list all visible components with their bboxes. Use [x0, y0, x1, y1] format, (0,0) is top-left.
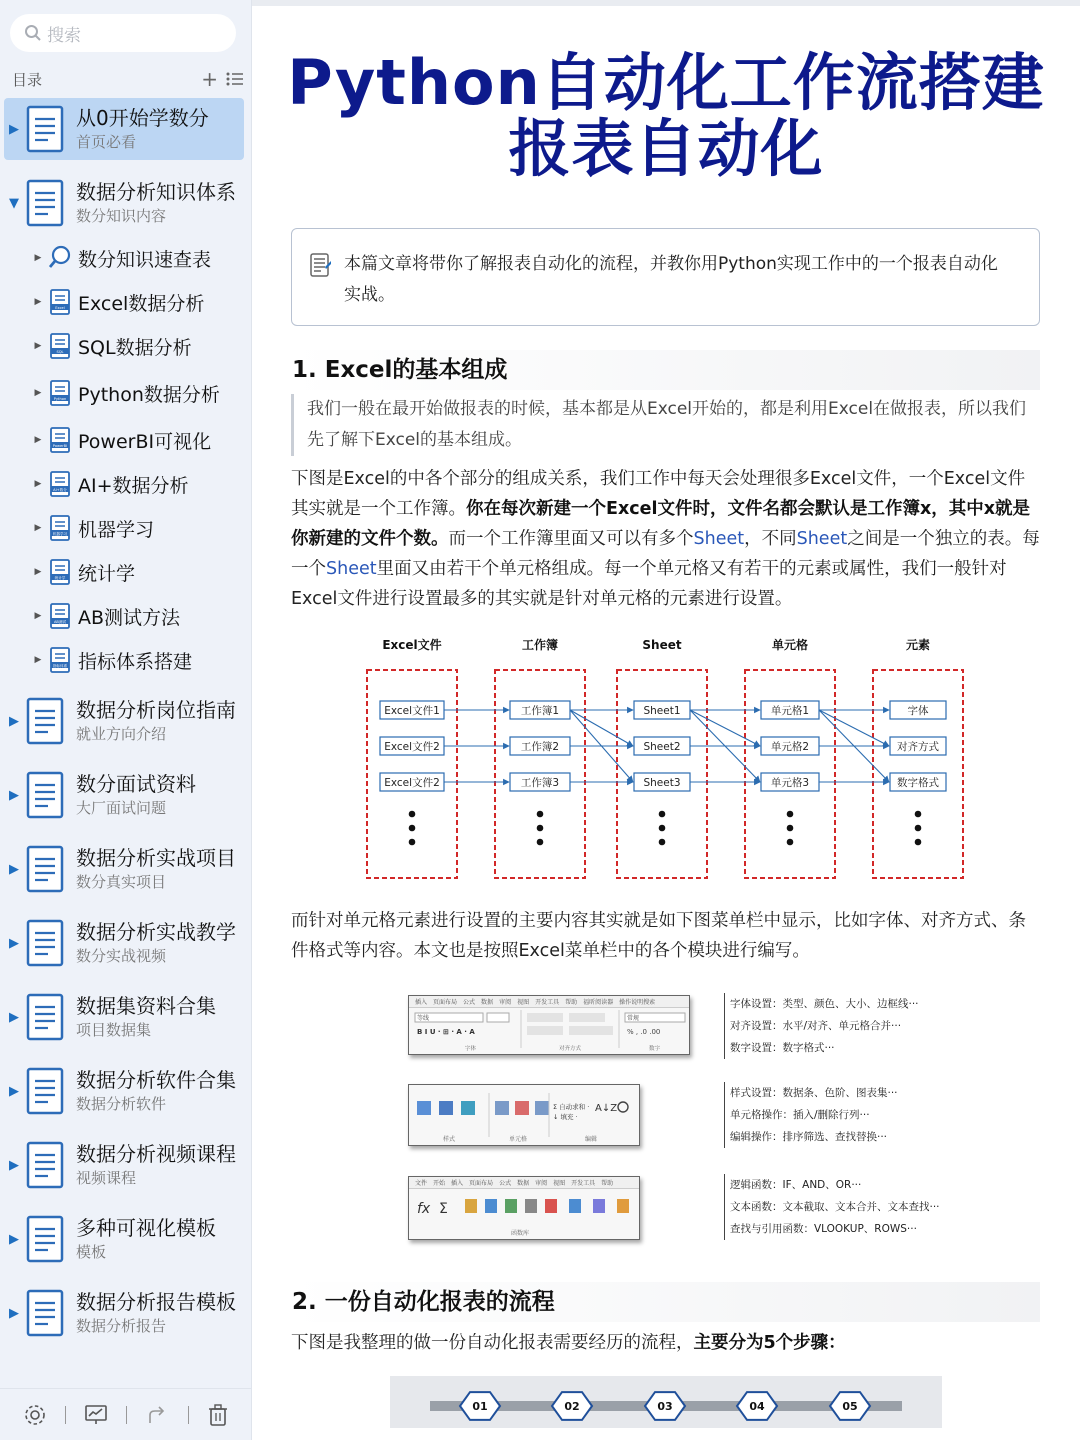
toc-item-title: 数据分析视频课程 — [76, 1142, 236, 1166]
toc-item-title: 统计学 — [78, 562, 136, 585]
toc-item-text — [78, 380, 220, 407]
icon-tag-label: PowerBI — [52, 444, 68, 448]
presentation-icon[interactable] — [84, 1403, 108, 1427]
document-icon — [24, 918, 68, 968]
para-text: 里面又由若干个单元格组成。每一个单元格又有若干的元素或属性，我们一般针对Excel文件进行设置最多的其实就是针对单元格的元素进行设置。 — [291, 559, 1007, 609]
sheet-term: Sheet — [326, 559, 377, 579]
search-placeholder: 搜索 — [47, 25, 81, 46]
toc-item-ml[interactable] — [4, 508, 244, 548]
expand-right-icon[interactable]: ▶ — [34, 388, 42, 398]
divider — [126, 1406, 127, 1424]
sheet-term: Sheet — [693, 529, 745, 549]
toc-header — [12, 68, 244, 90]
document-icon — [24, 992, 68, 1042]
diagram-arrow — [690, 710, 760, 746]
ellipsis-dot — [787, 825, 794, 832]
toc-item-metrics[interactable] — [4, 640, 244, 680]
ribbon-tab: 审阅 — [535, 1180, 548, 1187]
toc-item-excel[interactable] — [4, 284, 244, 320]
paragraph-excel-structure — [291, 464, 1040, 614]
step-number: 05 — [842, 1400, 858, 1413]
svg-text:Σ 自动求和 ·: Σ 自动求和 · — [553, 1103, 590, 1111]
excel-structure-diagram — [360, 630, 970, 890]
document-icon — [24, 1288, 68, 1338]
ribbon-tab: 操作说明搜索 — [619, 999, 656, 1006]
step-number: 04 — [749, 1400, 765, 1413]
ribbon-group-label: 编辑 — [585, 1136, 598, 1143]
diagram-node-label: 单元格2 — [770, 741, 810, 753]
document-icon — [24, 844, 68, 894]
document-icon — [24, 1140, 68, 1190]
toc-item-career[interactable] — [4, 690, 244, 752]
ellipsis-dot — [659, 811, 666, 818]
trash-icon[interactable] — [207, 1403, 229, 1427]
para-text: 而一个工作簿里面又可以有多个 — [448, 529, 694, 549]
ellipsis-dot — [659, 825, 666, 832]
toc-item-title: 数据分析实战教学 — [76, 920, 236, 944]
ellipsis-dot — [915, 825, 922, 832]
step-number: 01 — [472, 1400, 488, 1413]
toc-item-subtitle: 视频课程 — [76, 1169, 137, 1187]
ribbon-tab: 插入 — [415, 999, 428, 1006]
annotation-line: 数字设置：数字格式··· — [730, 1042, 835, 1054]
toc-item-title: Python数据分析 — [78, 383, 220, 406]
toc-item-text — [76, 1215, 216, 1263]
expand-right-icon[interactable]: ▶ — [9, 1305, 19, 1321]
expand-right-icon[interactable]: ▶ — [34, 435, 42, 445]
expand-right-icon[interactable]: ▶ — [9, 1083, 19, 1099]
svg-text:fx: fx — [417, 1201, 431, 1217]
annotation-line: 对齐设置：水平/对齐、单元格合并··· — [730, 1020, 902, 1032]
annotation-line: 字体设置：类型、颜色、大小、边框线··· — [730, 998, 919, 1010]
para-text: 下图是我整理的做一份自动化报表需要经历的流程， — [291, 1333, 694, 1353]
ribbon-group-label: 数字 — [649, 1046, 661, 1052]
annotation-line: 逻辑函数：IF、AND、OR··· — [730, 1179, 862, 1191]
expand-right-icon[interactable]: ▶ — [9, 787, 19, 803]
diagram-node-label: Excel文件1 — [384, 705, 440, 717]
intro-text: 本篇文章将带你了解报表自动化的流程，并教你用Python实现工作中的一个报表自动化实战。 — [344, 254, 998, 305]
toc-item-projects[interactable] — [4, 838, 244, 900]
ribbon-tab: 公式 — [499, 1180, 512, 1187]
magnifier-icon — [48, 245, 72, 271]
toc-item-ai[interactable] — [4, 464, 244, 504]
search-icon — [24, 24, 42, 42]
ribbon-tabs — [409, 996, 689, 1008]
memo-icon — [310, 253, 332, 277]
expand-right-icon[interactable]: ▶ — [34, 567, 42, 577]
expand-right-icon[interactable]: ▶ — [34, 523, 42, 533]
add-icon[interactable]: + — [201, 67, 218, 91]
diagram-node-label: 字体 — [907, 705, 929, 717]
toc-item-text — [76, 105, 209, 153]
ribbon-tab: 视图 — [553, 1180, 566, 1187]
step-number: 02 — [564, 1400, 580, 1413]
toc-item-text — [76, 1141, 236, 1189]
diagram-node-label: 单元格1 — [770, 705, 810, 717]
expand-right-icon[interactable]: ▶ — [9, 121, 19, 137]
toc-item-text — [78, 471, 189, 498]
toc-item-title: 数分面试资料 — [76, 772, 196, 796]
document-icon — [24, 178, 68, 228]
ellipsis-dot — [787, 811, 794, 818]
tagged-document-icon — [48, 559, 72, 585]
tagged-document-icon — [48, 515, 72, 541]
toc-item-text — [78, 289, 204, 316]
ribbon-group-label: 单元格 — [509, 1136, 528, 1143]
svg-text:B I U · ⊞ · A · A: B I U · ⊞ · A · A — [417, 1028, 475, 1036]
toc-item-text — [76, 993, 216, 1041]
ellipsis-dot — [537, 839, 544, 846]
para-bold: 你在每次新建一个Excel文件时，文件名都会默认是工作簿x，其中x就是你新建的文件个数。 — [291, 499, 1031, 549]
toc-item-report-templates[interactable] — [4, 1282, 244, 1344]
toc-item-subtitle: 项目数据集 — [76, 1021, 152, 1039]
ribbon-tab: 开发工具 — [571, 1180, 596, 1187]
expand-right-icon[interactable]: ▶ — [34, 479, 42, 489]
ribbon-tab: 帮助 — [601, 1180, 614, 1187]
icon-tag-label: 机器学习 — [52, 532, 68, 536]
para-text: ，不同 — [744, 529, 797, 549]
icon-tag-label: AB测试 — [53, 620, 67, 624]
toc-item-text — [78, 515, 154, 542]
toc-item-software[interactable] — [4, 1060, 244, 1122]
toc-item-title: Excel数据分析 — [78, 292, 205, 315]
title-line-2: 报表自动化 — [508, 112, 824, 185]
ribbon-annotation-1 — [724, 993, 919, 1059]
ellipsis-dot — [659, 839, 666, 846]
toc-item-text — [76, 845, 236, 893]
ribbon-group-label: 函数库 — [511, 1230, 530, 1237]
toc-item-datasets[interactable] — [4, 986, 244, 1048]
icon-tag-label: Excel — [55, 306, 65, 310]
toc-item-title: 指标体系搭建 — [78, 650, 193, 673]
ribbon-group-label: 对齐方式 — [559, 1046, 582, 1052]
ribbon-tab: 福昕阅读器 — [583, 999, 614, 1006]
toc-item-title: 数据分析知识体系 — [76, 180, 236, 204]
toc-item-title: 数据集资料合集 — [76, 994, 216, 1018]
blockquote: 我们一般在最开始做报表的时候，基本都是从Excel开始的，都是利用Excel在做报表，所以我们先了解下Excel的基本组成。 — [291, 394, 1040, 456]
ellipsis-dot — [787, 839, 794, 846]
para-text: 下图是Excel的中各个部分的组成关系，我们工作中每天会处理很多Excel文件，一个Excel文件其实就是一个工作簿。 — [291, 469, 1026, 519]
diagram-node-label: 工作簿2 — [520, 741, 560, 753]
toc-item-title: 数据分析软件合集 — [76, 1068, 236, 1092]
toc-item-title: 从0开始学数分 — [76, 106, 209, 130]
expand-right-icon[interactable]: ▶ — [34, 297, 42, 307]
intro-callout — [291, 228, 1040, 326]
paragraph-steps — [291, 1328, 1040, 1358]
ribbon-tab: 开始 — [433, 1180, 446, 1187]
toc-item-text — [78, 427, 211, 454]
toc-item-sql[interactable] — [4, 328, 244, 364]
toc-item-text — [76, 179, 236, 227]
ribbon-tabs — [409, 1177, 639, 1189]
toc-item-text — [76, 1289, 236, 1337]
expand-right-icon[interactable]: ▶ — [9, 1009, 19, 1025]
svg-text:A↓Z: A↓Z — [595, 1103, 618, 1114]
toc-item-title: 数分知识速查表 — [78, 248, 212, 271]
toc-item-subtitle: 数据分析软件 — [76, 1095, 167, 1113]
expand-right-icon[interactable]: ▶ — [9, 713, 19, 729]
ellipsis-dot — [409, 825, 416, 832]
ribbon-tab: 审阅 — [499, 999, 512, 1006]
expand-right-icon[interactable]: ▶ — [9, 1157, 19, 1173]
icon-tag-label: AI+数分 — [53, 488, 67, 492]
document-icon — [24, 1214, 68, 1264]
toc-label: 目录 — [12, 70, 43, 89]
divider — [188, 1406, 189, 1424]
expand-right-icon[interactable]: ▶ — [34, 341, 42, 351]
toc-item-abtest[interactable] — [4, 596, 244, 636]
ellipsis-dot — [915, 811, 922, 818]
ribbon-controls — [409, 1008, 690, 1055]
ribbon-group-label: 样式 — [443, 1136, 456, 1143]
diagram-column-header: 元素 — [905, 638, 931, 652]
svg-text:Σ: Σ — [439, 1201, 448, 1217]
ellipsis-dot — [537, 825, 544, 832]
annotation-line: 样式设置：数据条、色阶、图表集··· — [730, 1087, 898, 1099]
ribbon-tab: 插入 — [451, 1180, 464, 1187]
ribbon-controls — [409, 1085, 640, 1146]
tagged-document-icon — [48, 289, 72, 315]
toc-item-subtitle: 首页必看 — [76, 133, 137, 151]
toc-item-title: 数据分析岗位指南 — [76, 698, 236, 722]
toc-item-stats[interactable] — [4, 552, 244, 592]
share-icon[interactable] — [146, 1403, 170, 1427]
diagram-node-label: Sheet3 — [643, 777, 681, 789]
expand-down-icon[interactable]: ▼ — [9, 195, 19, 211]
ribbon-screenshot-formulas — [408, 1176, 640, 1240]
toc-item-title: 数据分析报告模板 — [76, 1290, 236, 1314]
top-scroll-edge — [252, 0, 1080, 6]
toc-item-subtitle: 模板 — [76, 1243, 107, 1261]
document-icon — [24, 696, 68, 746]
search-input[interactable] — [10, 14, 236, 52]
diagram-node-label: 工作簿3 — [520, 777, 560, 789]
icon-tag-label: Python — [53, 397, 67, 401]
diagram-node-label: 单元格3 — [770, 777, 810, 789]
toc-item-interview[interactable] — [4, 764, 244, 826]
section-heading-2: 2. 一份自动化报表的流程 — [290, 1282, 1040, 1322]
toc-item-subtitle: 数分知识内容 — [76, 207, 167, 225]
ribbon-annotation-3 — [724, 1174, 940, 1240]
toc-item-text — [78, 559, 135, 586]
toc-item-text — [78, 333, 192, 360]
title-line-1: Python自动化工作流搭建 — [287, 46, 1045, 119]
expand-right-icon[interactable]: ▶ — [34, 655, 42, 665]
toc-item-powerbi[interactable] — [4, 420, 244, 460]
svg-text:% , .0 .00: % , .0 .00 — [627, 1028, 661, 1036]
diagram-node-label: 工作簿1 — [520, 705, 560, 717]
ribbon-tab: 页面布局 — [433, 999, 458, 1006]
tagged-document-icon — [48, 333, 72, 359]
expand-right-icon[interactable]: ▶ — [9, 935, 19, 951]
process-steps-graphic — [390, 1376, 942, 1428]
ribbon-tab: 文件 — [415, 1180, 428, 1187]
ribbon-tab: 页面布局 — [469, 1180, 494, 1187]
para-bold: 主要分为5个步骤： — [693, 1333, 846, 1353]
paragraph-menu: 而针对单元格元素进行设置的主要内容其实就是如下图菜单栏中显示，比如字体、对齐方式、条件格式等内容。本文也是按照Excel菜单栏中的各个模块进行编写。 — [291, 911, 1026, 961]
ellipsis-dot — [537, 811, 544, 818]
tagged-document-icon — [48, 471, 72, 497]
expand-right-icon[interactable]: ▶ — [9, 861, 19, 877]
icon-tag-label: 指标体系 — [52, 664, 68, 668]
ellipsis-dot — [915, 839, 922, 846]
toc-item-title: SQL数据分析 — [78, 336, 192, 359]
toc-item-python[interactable] — [4, 373, 244, 413]
diagram-node-label: 对齐方式 — [897, 741, 939, 753]
toc-item-title: 数据分析实战项目 — [76, 846, 236, 870]
list-settings-icon[interactable] — [226, 72, 244, 86]
toc-item-title: 机器学习 — [78, 518, 155, 541]
svg-text:等线: 等线 — [417, 1015, 430, 1022]
toc-item-videos[interactable] — [4, 1134, 244, 1196]
sidebar-toolbar — [0, 1388, 252, 1440]
toc-item-subtitle: 数据分析报告 — [76, 1317, 167, 1335]
divider — [65, 1406, 66, 1424]
diagram-column-header: Sheet — [642, 638, 682, 652]
toc-item-subtitle: 大厂面试问题 — [76, 799, 167, 817]
diagram-node-label: Sheet2 — [643, 741, 681, 753]
ellipsis-dot — [409, 811, 416, 818]
annotation-line: 编辑操作：排序筛选、查找替换··· — [730, 1131, 888, 1143]
ribbon-screenshot-style — [408, 1084, 640, 1146]
toc-item-subtitle: 数分实战视频 — [76, 947, 167, 965]
document-icon — [24, 104, 68, 154]
toc-item-start[interactable] — [4, 98, 244, 160]
ribbon-screenshot-font — [408, 995, 690, 1055]
diagram-arrow — [819, 710, 889, 746]
toc-item-text — [78, 245, 211, 272]
diagram-node-label: Excel文件2 — [384, 741, 440, 753]
toc-item-text — [76, 919, 236, 967]
toc-item-text — [78, 647, 192, 674]
toc-item-subtitle: 数分真实项目 — [76, 873, 167, 891]
toc-item-title: PowerBI可视化 — [78, 430, 212, 453]
annotation-line: 单元格操作：插入/删除行列··· — [730, 1109, 870, 1121]
page-title — [258, 46, 1074, 185]
document-icon — [24, 770, 68, 820]
ribbon-annotation-2 — [724, 1082, 898, 1148]
toc-item-title: AI+数据分析 — [78, 474, 189, 497]
diagram-column-header: Excel文件 — [382, 638, 442, 652]
ribbon-tab: 视图 — [517, 999, 530, 1006]
icon-tag-label: 统计学 — [54, 576, 66, 580]
toc-item-text — [76, 1067, 236, 1115]
ribbon-tab: 帮助 — [565, 999, 578, 1006]
annotation-line: 查找与引用函数：VLOOKUP、ROWS··· — [730, 1223, 917, 1235]
expand-right-icon[interactable]: ▶ — [34, 611, 42, 621]
ribbon-tab: 数据 — [517, 1180, 530, 1187]
diagram-column-header: 工作簿 — [521, 638, 559, 652]
para-text: 之间是一个独立的表。每一个 — [291, 529, 1040, 579]
tagged-document-icon — [48, 427, 72, 453]
toc-item-text — [78, 603, 180, 630]
toc-item-teaching[interactable] — [4, 912, 244, 974]
tagged-document-icon — [48, 647, 72, 673]
diagram-node-label: 数字格式 — [897, 777, 939, 789]
section-heading-1: 1. Excel的基本组成 — [290, 350, 1040, 390]
toc-item-viz-templates[interactable] — [4, 1208, 244, 1270]
document-icon — [24, 1066, 68, 1116]
toc-item-subtitle: 就业方向介绍 — [76, 725, 167, 743]
diagram-node-label: Sheet1 — [643, 705, 681, 717]
tagged-document-icon — [48, 603, 72, 629]
step-number: 03 — [657, 1400, 673, 1413]
ribbon-group-label: 字体 — [465, 1046, 477, 1052]
tagged-document-icon — [48, 380, 72, 406]
ribbon-tab: 开发工具 — [535, 999, 560, 1006]
toc-sidebar — [0, 0, 252, 1440]
icon-tag-label: SQL — [56, 350, 64, 354]
ribbon-controls — [409, 1189, 640, 1240]
diagram-node-label: Excel文件2 — [384, 777, 440, 789]
sheet-term: Sheet — [796, 529, 848, 549]
svg-text:↓ 填充 ·: ↓ 填充 · — [553, 1113, 578, 1121]
toc-item-text — [76, 771, 196, 819]
toc-item-knowledge[interactable] — [4, 172, 244, 234]
ribbon-tab: 数据 — [481, 999, 494, 1006]
expand-right-icon[interactable]: ▶ — [9, 1231, 19, 1247]
ellipsis-dot — [409, 839, 416, 846]
toc-item-text — [76, 697, 236, 745]
settings-gear-icon[interactable] — [23, 1403, 47, 1427]
annotation-line: 文本函数：文本截取、文本合并、文本查找··· — [730, 1201, 940, 1213]
ribbon-tab: 公式 — [463, 999, 476, 1006]
toc-item-title: 多种可视化模板 — [76, 1216, 216, 1240]
toc-item-title: AB测试方法 — [78, 606, 181, 629]
diagram-arrow — [570, 710, 633, 746]
expand-right-icon[interactable]: ▶ — [34, 253, 42, 263]
toc-item-cheatsheet[interactable] — [4, 240, 244, 276]
diagram-column-header: 单元格 — [771, 638, 809, 652]
svg-text:常规: 常规 — [627, 1015, 640, 1022]
